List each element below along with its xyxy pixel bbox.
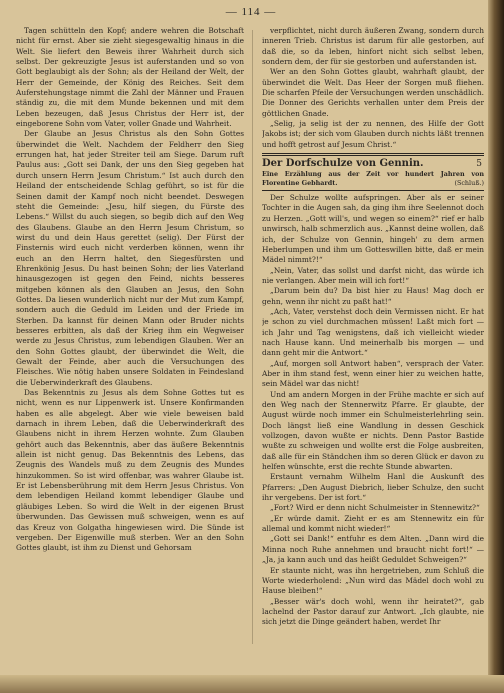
right-column <box>262 26 484 646</box>
paragraph: Der Schulze wollte aufspringen. Aber als er seiner Tochter in die Augen sah, da ging ihm ihre Seelennot doch zu Herzen. „Gott will's, und wegen so einem?“ rief er halb unwirsch, halb schmerzlich aus. „Kannst deine wollen, daß ich, der Schulze von Gennin, hingeh' zu dem armen Heberlumpen und ihm um Gotteswillen bitte, daß er mein Mädel nimmt?!“ <box>262 193 484 265</box>
paragraph: Der Glaube an Jesus Christus als den Sohn Gottes überwindet die Welt. Nachdem der Feldherr den Sieg errungen hat, hat jeder Streiter teil am Siege. Darum ruft Paulus aus: „Gott sei Dank, der uns den Sieg gegeben hat durch unsern Herrn Jesum Christum.“ Ist auch durch den Heiland der entscheidende Schlag geführt, so ist für die Seinen damit der Kampf noch nicht beendet. Deswegen steht die Gemeinde: „Jesu, hilf siegen, du Fürste des Lebens.“ Willst du auch siegen, so begib dich auf den Weg des Glaubens. Glaube an den Herrn Jesum Christum, so wirst du und dein Haus gerettet (selig). Der Fürst der Finsternis wird euch nicht verderben können, wenn ihr euch an den Herrn haltet, den Siegesfürsten und Ehrenkönig Jesus. Du hast beinen Sohn; der lies Vaterland hinausgezogen ist gegen den Feind, nichts besseres mitgeben können als den Glauben an Jesus, den Sohn Gottes. Da liesen wunderlich nicht nur der Mut zum Kampf, sondern auch die Geduld im Leiden und der Friede im Sterben. Da kannst für deinen Mann oder Bruder nichts besseres erbitten, als daß der Krieg ihm ein Wegweiser werde zu Jesus Christus, zum lebendigen Glauben. Wer an den Sohn Gottes glaubt, der überwindet die Welt, die Gewalt der Feinde, aber auch die Versuchungen des Fleisches. Wie nötig haben unsere Soldaten in Feindesland die Ueberwinderkraft des Glaubens. <box>16 129 244 387</box>
page-number: — 114 — <box>225 6 277 18</box>
column-divider <box>252 30 253 644</box>
story-subtitle-block <box>262 170 484 187</box>
paragraph: Das Bekenntnis zu Jesus als dem Sohne Gottes tut es nicht, wenn es nur Lippenwerk ist. Unsere Konfirmanden haben es alle abgelegt. Aber wie viele beweisen bald darnach in ihrem Leben, daß die Ueberwinderkraft des Glaubens nicht in ihrem Herzen wohnte. Zum Glauben gehört auch das Bekenntnis, aber das äußere Bekenntnis allein ist nicht genug. Das Bekenntnis des Lebens, das Zeugnis des Wandels muß zu dem Zeugnis des Mundes hinzukommen. So ist wird offenbar, was wahrer Glaube ist. Er ist Lebensberührung mit dem Herrn Jesus Christus. Von dem lebendigen Heiland kommt lebendiger Glaube und gläubiges Leben. So wird die Welt in der eigenen Brust überwunden. Das Gewissen muß schweigen, wenn es auf das Kreuz von Golgatha hingewiesen wird. Die Sünde ist vergeben. Der Eigenwille muß sterben. Wer an den Sohn Gottes glaubt, ist ihm zu Dienst und Gehorsam <box>16 388 244 553</box>
paragraph: Er staunte nicht, was ihn hergetrieben, zum Schluß die Worte wiederholend: „Nun wird das Mädel doch wohl zu Hause bleiben!“ <box>262 565 484 596</box>
paragraph: verpflichtet, nicht durch äußeren Zwang, sondern durch inneren Trieb. Christus ist darum für alle gestorben, auf daß die, so da leben, hinfort nicht sich selbst leben, sondern dem, der für sie gestorben und auferstanden ist. <box>262 26 484 67</box>
paragraph: „Ach, Vater, verstehst doch dein Vermissen nicht. Er hat je schon zu viel durchmachen müssen! Laßt mich fort — ich Jahr und Tag wenigstens, daß ich vielleicht wieder nach Hause kann. Und meinerhalb bis morgen — und dann geht mir die Antwort.“ <box>262 306 484 358</box>
story-title: Der Dorfschulze von Gennin. <box>262 158 424 170</box>
paragraph: „Besser wär's doch wohl, wenn ihr heiratet?“, gab lachelnd der Pastor darauf zur Antwort. „Ich glaubte, nie sich jetzt die Dinge geändert haben, werdet Ihr <box>262 596 484 627</box>
paragraph: Erstaunt vernahm Wilhelm Hanl die Auskunft des Pfarrers: „Den August Diebrich, lieber Schulze, den sucht ihr vergebens. Der ist fort.“ <box>262 472 484 503</box>
continued-note: (Schluß.) <box>454 178 484 187</box>
left-column <box>16 26 244 646</box>
paragraph: „Nein, Vater, das sollst und darfst nicht, das würde ich nie verlangen. Aber mein will ich fort!“ <box>262 265 484 285</box>
section-rule <box>262 153 484 156</box>
page-bottom-edge <box>0 675 504 693</box>
paragraph: Wer an den Sohn Gottes glaubt, wahrhaft glaubt, der überwindet die Welt. Das Heer der Sorgen muß fliehen. Die scharfen Pfeile der Versuchungen werden unschädlich. Die Donner des Gerichts verhallen unter dem Preis der göttlichen Gnade. <box>262 67 484 118</box>
paragraph: „Darum bein du? Da bist hier zu Haus! Mag doch er gehn, wenn ihr nicht zu paßt hat!“ <box>262 286 484 306</box>
story-heading <box>262 158 484 170</box>
paragraph: „Selig, ja selig ist der zu nennen, des Hilfe der Gott Jakobs ist; der sich vom Glauben durch nichts läßt trennen und hofft getrost auf Jesum Christ.“ <box>262 119 484 149</box>
story-number: 5 <box>476 159 482 170</box>
paragraph: „Gott sei Dank!“ entfuhr es dem Alten. „Dann wird die Minna noch Ruhe annehmen und braucht nicht fort!“ — „Ja, ja kann auch und das heißt Geduldet Schweigen?“ <box>262 534 484 565</box>
story-subtitle: Eine Erzählung aus der Zeit vor hundert Jahren von Florentine Gebhardt. <box>262 170 484 187</box>
paragraph: „Auf, morgen soll Antwort haben“, versprach der Vater. Aber in ihm stand fest, wenn einer hier zu weichen hatte, sein Mädel war das nicht! <box>262 358 484 389</box>
section-rule <box>262 190 484 191</box>
paragraph: Und am andern Morgen in der Frühe machte er sich auf den Weg nach der Stennerwitz Pfarre. Er glaubte, der August würde noch immer ein Schulmeisterlehrling sein. Doch längst ließ eine Wandlung in dessen Geschick vollzogen, davon wußte er nichts. Denn Pastor Bastide wußte zu schweigen und wollte erst die Folge ausbreiten, daß alle für ein Ständchen ihm so deren Glück er davon zu helfen wünschte, erst die rechte Stunde abwarten. <box>262 389 484 472</box>
paragraph: „Fort? Wird er denn nicht Schulmeister in Stennewitz?“ <box>270 503 480 513</box>
paragraph: Tagen schütteln den Kopf; andere wehren die Botschaft nicht für ernst. Aber sie zieht siegesgewaltig hinaus in die Welt. Sie liefert den Beweis ihrer Wahrheit durch sich selbst. Der gekreuzigte Jesus ist auferstanden und so von Gott beglaubigt als der Sohn; als der Heiland der Welt, der Herr der Gemeinde, der König des Reiches. Seit dem Auferstehungstage nimmt die Zahl der Männer und Frauen ständig zu, die mit dem Munde bekennen und mit dem Leben bezeugen, daß Jesus Christus der Herr ist, der eingeborene Sohn vom Vater, voller Gnade und Wahrheit. <box>16 26 244 129</box>
paragraph: „Er würde damit. Zieht er es am Stennewitz ein für allemal und kommt nicht wieder!“ <box>262 513 484 534</box>
book-binding-edge <box>488 0 504 693</box>
